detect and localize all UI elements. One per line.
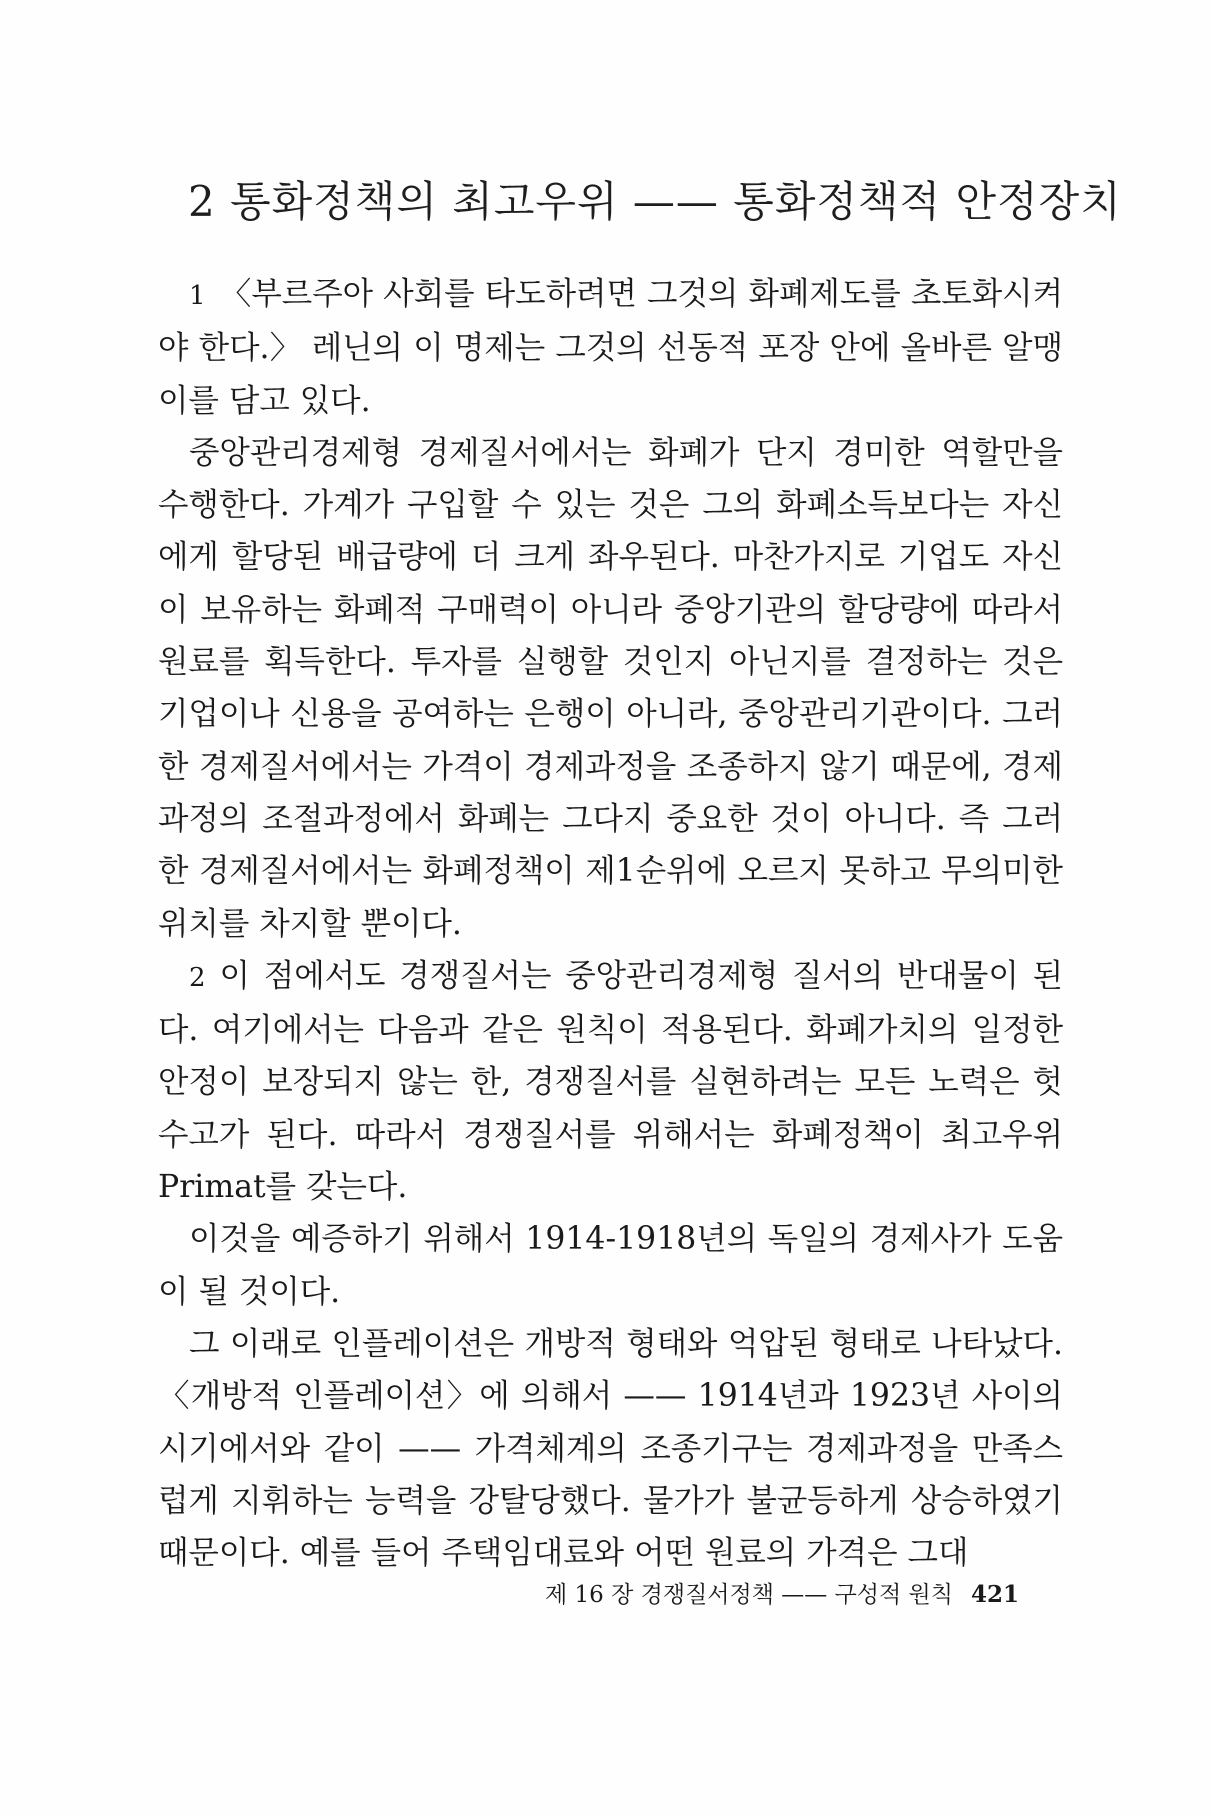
running-head: 제 16 장 경쟁질서정책 —— 구성적 원칙 bbox=[545, 1582, 953, 1608]
page-number: 421 bbox=[970, 1581, 1019, 1608]
paragraph-number: 2 bbox=[189, 962, 206, 993]
body-text bbox=[158, 268, 1063, 1579]
paragraph bbox=[158, 268, 1063, 427]
paragraph bbox=[158, 1213, 1063, 1318]
paragraph-text: 이것을 예증하기 위해서 1914-1918년의 독일의 경제사가 도움이 될 것이다. bbox=[158, 1221, 1063, 1310]
paragraph-text: 이 점에서도 경쟁질서는 중앙관리경제형 질서의 반대물이 된다. 여기에서는 다음과 같은 원칙이 적용된다. 화폐가치의 일정한 안정이 보장되지 않는 한, 경쟁질서를 실현하려는 모든 노력은 헛수고가 된다. 따라서 경쟁질서를 위해서는 화폐정책이 최고우위 Primat를 갖는다. bbox=[158, 957, 1063, 1206]
page-footer bbox=[545, 1578, 1045, 1612]
paragraph-text: 그 이래로 인플레이션은 개방적 형태와 억압된 형태로 나타났다. 〈개방적 인플레이션〉에 의해서 —— 1914년과 1923년 사이의 시기에서와 같이 —— 가격체계의 조종기구는 경제과정을 만족스럽게 지휘하는 능력을 강탈당했다. 물가가 불균등하게 상승하였기 때문이다. 예를 들어 주택임대료와 어떤 원료의 가격은 그대 bbox=[158, 1325, 1063, 1572]
paragraph bbox=[158, 1318, 1063, 1579]
paragraph bbox=[158, 427, 1063, 950]
paragraph-text: 중앙관리경제형 경제질서에서는 화폐가 단지 경미한 역할만을 수행한다. 가계가 구입할 수 있는 것은 그의 화폐소득보다는 자신에게 할당된 배급량에 더 크게 좌우된다. 마찬가지로 기업도 자신이 보유하는 화폐적 구매력이 아니라 중앙기관의 할당량에 따라서 원료를 획득한다. 투자를 실행할 것인지 아닌지를 결정하는 것은 기업이나 신용을 공여하는 은행이 아니라, 중앙관리기관이다. 그러한 경제질서에서는 가격이 경제과정을 조종하지 않기 때문에, 경제과정의 조절과정에서 화폐는 그다지 중요한 것이 아니다. 즉 그러한 경제질서에서는 화폐정책이 제1순위에 오르지 못하고 무의미한 위치를 차지할 뿐이다. bbox=[158, 434, 1063, 942]
section-heading: 2 통화정책의 최고우위 —— 통화정책적 안정장치 bbox=[188, 177, 1122, 226]
paragraph bbox=[158, 950, 1063, 1213]
paragraph-number: 1 bbox=[189, 281, 206, 311]
paragraph-text: 〈부르주아 사회를 타도하려면 그것의 화폐제도를 초토화시켜야 한다.〉 레닌의 이 명제는 그것의 선동적 포장 안에 올바른 알맹이를 담고 있다. bbox=[158, 276, 1063, 419]
